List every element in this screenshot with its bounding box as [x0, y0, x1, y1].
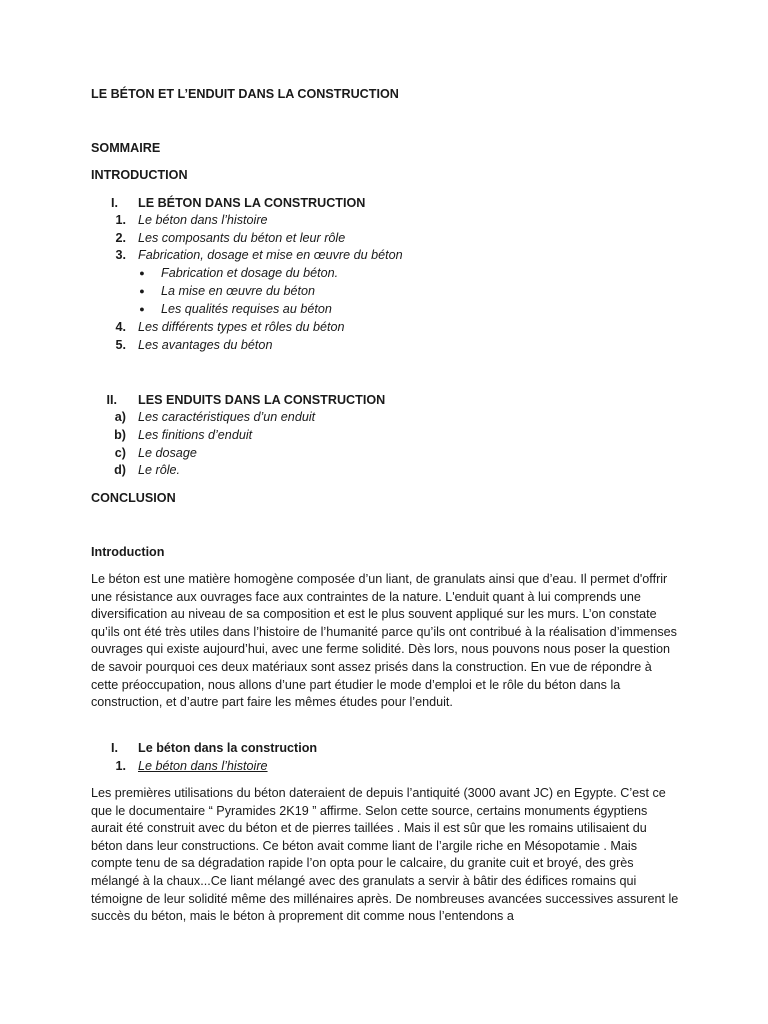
- sommaire-heading: SOMMAIRE: [91, 141, 161, 155]
- introduction-title: Introduction: [91, 545, 165, 559]
- history-paragraph: Les premières utilisations du béton dateraient de depuis l’antiquité (3000 avant JC) en Egypte. C’est ce que le documentaire “ Pyramides 2K19 ” affirme. Selon cette source, certains monuments égyptiens aurait été construit avec du béton et de pierres taillées . Mais il est sûr que les romains utilisaient du béton dans leur constructions. Ce béton avait comme liant de l’argile riche en Mésopotamie . Mais compte tenu de sa dégradation rapide l’on opta pour le calcaire, du granite cuit et broyé, des grès mélangé à la chaux...Ce liant mélangé avec des granulats a servir à bâtir des édifices romains qui témoigne de leur solidité même des millénaires après. De nombreuses avancées successives assurent le succès du béton, mais le béton à proprement dit comme nous l’entendons a: [91, 786, 679, 924]
- document-title: LE BÉTON ET L’ENDUIT DANS LA CONSTRUCTION: [91, 87, 399, 101]
- toc-introduction: INTRODUCTION: [91, 168, 188, 182]
- introduction-paragraph: Le béton est une matière homogène composée d’un liant, de granulats ainsi que d’eau. Il permet d'offrir une résistance aux ouvrages face aux contraintes de la nature. L'enduit quant à lui comprends une diversification au niveau de sa composition et est le plus souvent appliqué sur les murs. L’on constate qu’ils ont été très utiles dans l’histoire de l’humanité parce qu’ils ont contribué à la réalisation d’immenses ouvrages qui existe aujourd’hui, avec une ferme solidité. Dès lors, nous pouvons nous poser la question de savoir pourquoi ces deux matériaux sont assez prisés dans la construction. En vue de répondre à cette préoccupation, nous allons d’une part étudier le mode d’emploi et le rôle du béton dans la construction, et d’autre part faire les mêmes études pour l’enduit.: [91, 572, 677, 710]
- bullet-icon: ●: [139, 286, 145, 296]
- toc-part1-title: LE BÉTON DANS LA CONSTRUCTION: [138, 196, 366, 210]
- toc-part2-number: II.: [106, 393, 117, 407]
- bullet-icon: ●: [139, 304, 145, 314]
- toc-conclusion: CONCLUSION: [91, 491, 176, 505]
- document-page: LE BÉTON ET L’ENDUIT DANS LA CONSTRUCTION SOMMAIRE INTRODUCTION I. LE BÉTON DANS LA CONSTRUCTION 1. Le béton dans l’histoire 2. Les composants du béton et leur rôle 3. Fabrication, dosage et mise en œuvre du béton ● Fabrication et dosage du béton. ● La mise en œuvre du béton ● Les qualités requises au béton 4. Les différents types et rôles du béton 5. Les avantages du béton II. LES ENDUITS DANS LA CONSTRUCTION a) Les caractéristiques d’un enduit b) Les finitions d’enduit c) Le dosage d) Le rôle. CONCLUSION Introduction Le béton est une matière homogène composée d’un liant, de granulats ainsi que d’eau. Il permet d'offrir une résistance aux ouvrages face aux contraintes de la nature. L'enduit quant à lui comprends une diversification au niveau de sa composition et est le plus souvent appliqué sur les murs. L’on constate qu’ils ont été très utiles dans l’histoire de l’humanité parce qu’ils ont contribué à la réalisation d’immenses ouvrages qui existe aujourd’hui, avec une ferme solidité. Dès lors, nous pouvons nous poser la question de savoir pourquoi ces deux matériaux sont assez prisés dans la construction. En vue de répondre à cette préoccupation, nous allons d’une part étudier le mode d’emploi et le rôle du béton dans la construction, et d’autre part faire les mêmes études pour l’enduit. I. Le béton dans la construction 1. Le béton dans l’histoire Les premières utilisations du béton dateraient de depuis l’antiquité (3000 avant JC) en Egypte. C’est ce que le documentaire “ Pyramides 2K19 ” affirme. Selon cette source, certains monuments égyptiens aurait été construit avec du béton et de pierres taillées . Mais il est sûr que les romains utilisaient du béton dans leur constructions. Ce béton avait comme liant de l’argile riche en Mésopotamie . Mais compte tenu de sa dégradation rapide l’on opta pour le calcaire, du granite cuit et broyé, des grès mélangé à la chaux...Ce liant mélangé avec des granulats a servir à bâtir des édifices romains qui témoigne de leur solidité même des millénaires après. De nombreuses avancées successives assurent le succès du béton, mais le béton à proprement dit comme nous l’entendons a: [0, 0, 768, 1024]
- toc-part1-number: I.: [111, 196, 118, 210]
- bullet-icon: ●: [139, 268, 145, 278]
- toc-part2-title: LES ENDUITS DANS LA CONSTRUCTION: [138, 393, 386, 407]
